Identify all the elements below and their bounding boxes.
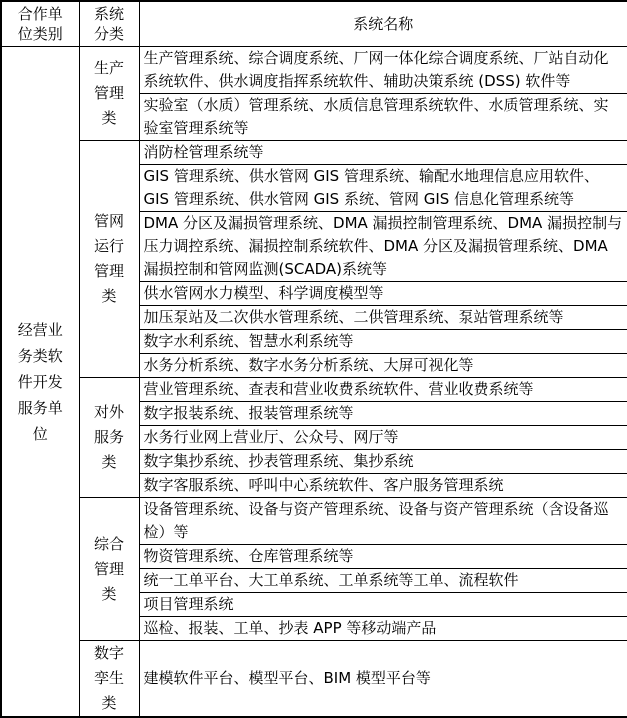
system-name-cell: 水务分析系统、数字水务分析系统、大屏可视化等 [139,354,627,378]
system-name-cell: 加压泵站及二次供水管理系统、二供管理系统、泵站管理系统等 [139,306,627,330]
category-label: 管网运行管理类 [94,212,125,305]
header-system-category [79,1,139,47]
table-row [1,378,627,402]
header-system-category-label: 系统分类 [94,5,125,43]
system-name-cell: DMA 分区及漏损管理系统、DMA 漏损控制管理系统、DMA 漏损控制与压力调控系统、漏损控制系统软件、DMA 分区及漏损管理系统、DMA 漏损控制和管网监测(SCADA)系统等 [139,212,627,282]
system-name-cell: 巡检、报装、工单、抄表 APP 等移动端产品 [139,617,627,641]
table-row [1,141,627,165]
header-unit-category-label: 合作单位类别 [17,5,63,43]
category-label: 综合管理类 [94,534,125,603]
system-name-cell: 数字水利系统、智慧水利系统等 [139,330,627,354]
category-cell-network-operation [79,141,139,378]
category-cell-external-service [79,378,139,498]
system-name-cell: 数字报装系统、报装管理系统等 [139,402,627,426]
category-label: 数字孪生类 [94,644,125,712]
system-name-cell: 数字客服系统、呼叫中心系统软件、客户服务管理系统 [139,474,627,498]
system-name-cell: 项目管理系统 [139,593,627,617]
header-system-name: 系统名称 [139,1,627,47]
system-name-cell: 消防栓管理系统等 [139,141,627,165]
category-cell-comprehensive-management [79,498,139,641]
system-name-cell: 物资管理系统、仓库管理系统等 [139,545,627,569]
category-cell-digital-twin [79,641,139,718]
header-unit-category [1,1,79,47]
system-name-cell: 营业管理系统、查表和营业收费系统软件、营业收费系统等 [139,378,627,402]
system-name-cell: GIS 管理系统、供水管网 GIS 管理系统、输配水地理信息应用软件、GIS 管理系统、供水管网 GIS 系统、管网 GIS 信息化管理系统等 [139,165,627,212]
category-cell-production [79,47,139,141]
category-label: 生产管理类 [94,59,125,127]
system-name-cell: 数字集抄系统、抄表管理系统、集抄系统 [139,450,627,474]
system-name-cell: 水务行业网上营业厅、公众号、网厅等 [139,426,627,450]
table-row [1,641,627,718]
system-name-cell: 设备管理系统、设备与资产管理系统、设备与资产管理系统（含设备巡检）等 [139,498,627,545]
system-name-cell: 实验室（水质）管理系统、水质信息管理系统软件、水质管理系统、实验室管理系统等 [139,94,627,141]
system-name-cell: 生产管理系统、综合调度系统、厂网一体化综合调度系统、厂站自动化系统软件、供水调度指挥系统软件、辅助决策系统 (DSS) 软件等 [139,47,627,94]
header-row [1,1,627,47]
system-name-cell: 建模软件平台、模型平台、BIM 模型平台等 [139,641,627,718]
table-row [1,498,627,545]
category-label: 对外服务类 [94,403,125,471]
system-name-cell: 统一工单平台、大工单系统、工单系统等工单、流程软件 [139,569,627,593]
table-row [1,47,627,94]
unit-category-cell [1,47,79,718]
unit-category-label: 经营业务类软件开发服务单位 [17,320,63,443]
system-name-cell: 供水管网水力模型、科学调度模型等 [139,282,627,306]
